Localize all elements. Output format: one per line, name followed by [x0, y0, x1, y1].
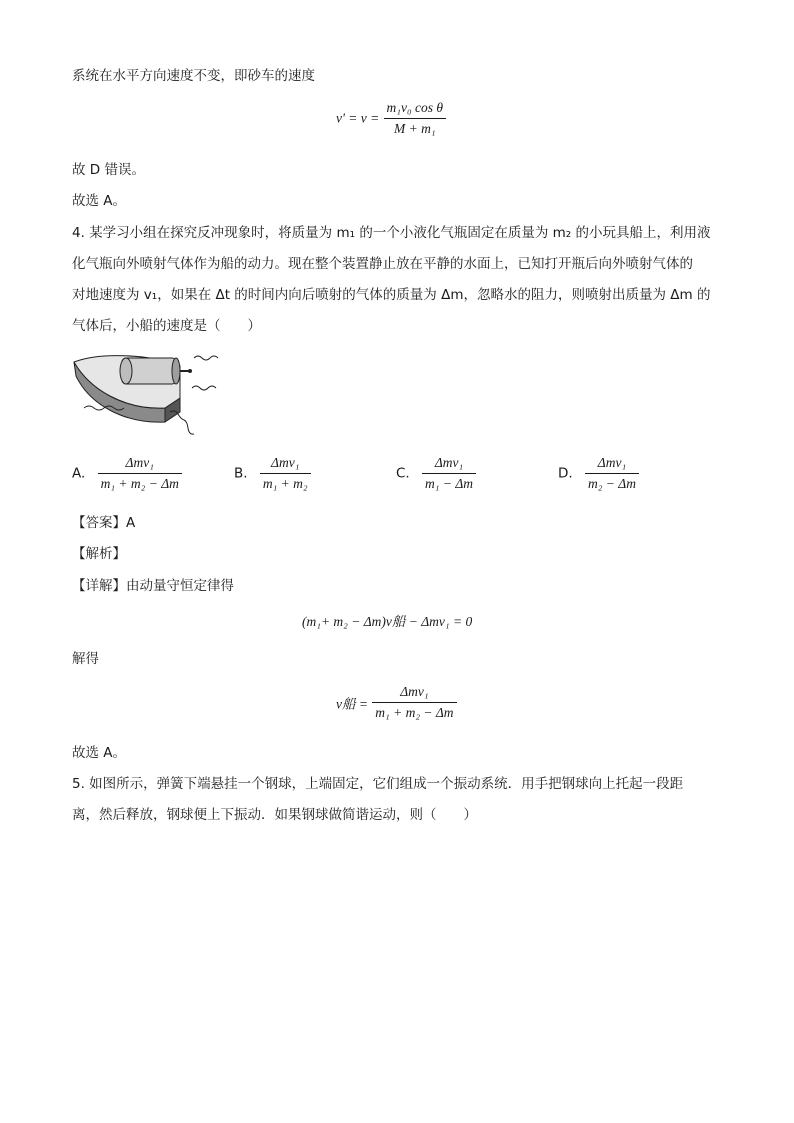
boat-velocity-formula: [336, 684, 457, 721]
option-c[interactable]: [396, 455, 476, 492]
option-b-label: B.: [234, 465, 248, 482]
option-a[interactable]: [72, 455, 182, 492]
option-d-label: D.: [558, 465, 573, 482]
toy-boat-figure: [70, 350, 220, 440]
question-4-line-4: 气体后，小船的速度是（ ）: [72, 318, 261, 334]
option-b-denominator: m₁ + m₂: [262, 476, 308, 491]
boat-velocity-lhs: v船 =: [336, 696, 368, 712]
option-c-denominator: m₁ − Δm: [425, 476, 473, 491]
boat-velocity-fraction: [372, 684, 456, 721]
answer-label: 【答案】A: [72, 515, 136, 531]
option-d-denominator: m₂ − Δm: [587, 476, 636, 491]
option-a-numerator: Δmv₁: [98, 455, 182, 474]
option-b-numerator: Δmv₁: [260, 455, 311, 474]
option-d-fraction: [585, 455, 639, 492]
formula-fraction: [384, 100, 447, 137]
analysis-label: 【解析】: [72, 546, 126, 562]
detail-label: 【详解】由动量守恒定律得: [72, 578, 234, 594]
option-a-denominator: m₁ + m₂ − Δm: [100, 476, 179, 491]
formula-denominator: M + m₁: [393, 121, 436, 136]
d-wrong-text: 故 D 错误。: [72, 162, 145, 178]
solution-text: 系统在水平方向速度不变，即砂车的速度: [72, 68, 315, 84]
option-b[interactable]: [234, 455, 311, 492]
formula-numerator: m₁v₀ cos θ: [384, 100, 447, 119]
question-5-line-1: 5. 如图所示，弹簧下端悬挂一个钢球，上端固定，它们组成一个振动系统．用手把钢球向上托起一段距: [72, 776, 684, 792]
boat-velocity-numerator: Δmv₁: [372, 684, 456, 703]
choose-a-text: 故选 A。: [72, 193, 127, 209]
option-a-fraction: [98, 455, 182, 492]
option-d[interactable]: [558, 455, 639, 492]
option-d-numerator: Δmv₁: [585, 455, 639, 474]
option-c-fraction: [422, 455, 476, 492]
option-c-label: C.: [396, 465, 410, 482]
question-4-line-1: 4. 某学习小组在探究反冲现象时，将质量为 m₁ 的一个小液化气瓶固定在质量为 m₂ 的小玩具船上，利用液: [72, 225, 711, 241]
question-5-line-2: 离，然后释放，钢球便上下振动．如果钢球做简谐运动，则（ ）: [72, 807, 477, 823]
question-4-line-3: 对地速度为 v₁，如果在 Δt 的时间内向后喷射的气体的质量为 Δm，忽略水的阻力，则喷射出质量为 Δm 的: [72, 287, 711, 303]
question-4-line-2: 化气瓶向外喷射气体作为船的动力。现在整个装置静止放在平静的水面上，已知打开瓶后向外喷射气体的: [72, 256, 693, 272]
solve-label: 解得: [72, 651, 99, 667]
option-c-numerator: Δmv₁: [422, 455, 476, 474]
option-b-fraction: [260, 455, 311, 492]
choose-a-text-2: 故选 A。: [72, 745, 127, 761]
boat-velocity-denominator: m₁ + m₂ − Δm: [375, 705, 454, 720]
momentum-equation: (m₁+ m₂ − Δm)v船 − Δmv₁ = 0: [302, 614, 473, 629]
option-a-label: A.: [72, 465, 86, 482]
velocity-formula: [336, 100, 446, 137]
formula-lhs: v' = v =: [336, 110, 380, 126]
